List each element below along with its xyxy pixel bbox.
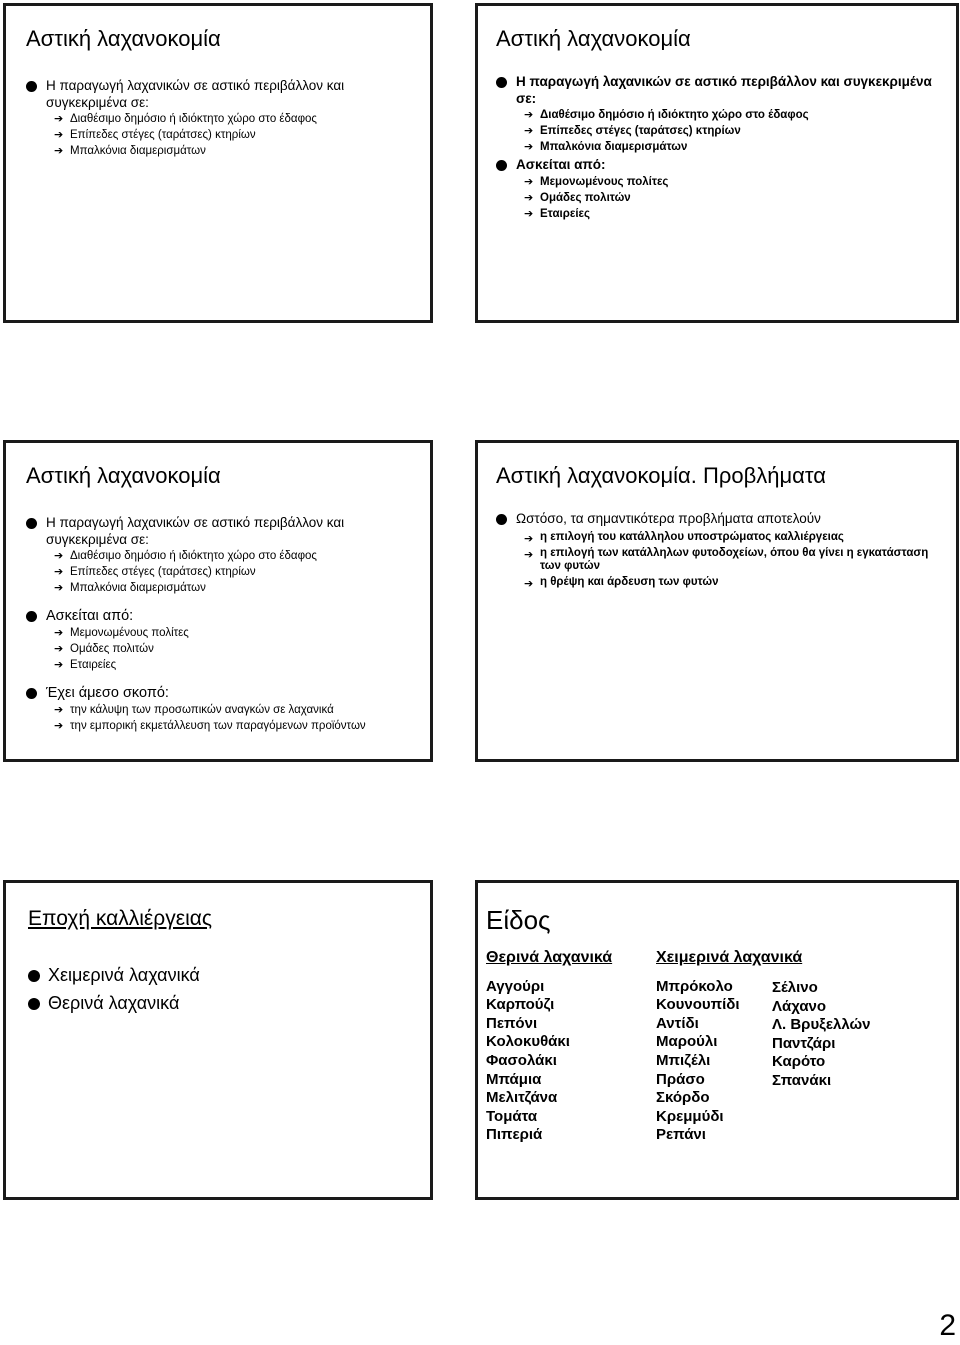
arrow-icon: ➔ <box>54 566 64 578</box>
arrow-icon: ➔ <box>54 113 64 125</box>
arrow-icon: ➔ <box>524 577 534 590</box>
bullet: Ασκείται από: <box>26 608 424 625</box>
slide-content <box>496 509 950 588</box>
slide-1 <box>3 3 433 323</box>
arrow-icon: ➔ <box>524 533 534 545</box>
arrow-icon: ➔ <box>524 175 534 188</box>
sub-bullet: ➔ Επίπεδες στέγες (ταράτσες) κτηρίων <box>54 129 256 141</box>
sub-bullet: ➔ Εταιρείες <box>54 659 117 671</box>
sub-bullet: ➔ η επιλογή του κατάλληλου υποστρώματος καλλιέργειας <box>524 531 844 545</box>
list-item: Τομάτα <box>486 1107 538 1125</box>
list-item: Μπρόκολο <box>656 977 733 995</box>
bullet: Χειμερινά λαχανικά <box>28 964 424 986</box>
arrow-icon: ➔ <box>524 207 534 220</box>
arrow-icon: ➔ <box>54 582 64 594</box>
winter-vegetables-column-2 <box>772 979 871 1091</box>
list-item: Κολοκυθάκι <box>486 1033 570 1051</box>
list-item: Κουνουπίδι <box>656 996 740 1014</box>
summer-vegetables-column <box>486 949 612 1145</box>
sub-bullet: ➔ Επίπεδες στέγες (ταράτσες) κτηρίων <box>524 125 741 137</box>
sub-bullet: ➔ την κάλυψη των προσωπικών αναγκών σε λαχανικά <box>54 704 334 716</box>
bullet: Η παραγωγή λαχανικών σε αστικό περιβάλλον και συγκεκριμένα σε: <box>496 74 950 107</box>
bullet-dot-icon <box>26 81 37 92</box>
sub-bullet: ➔ η επιλογή των κατάλληλων φυτοδοχείων, όπου θα γίνει η εγκατάσταση των φυτών <box>524 547 929 572</box>
list-item: Ρεπάνι <box>656 1126 706 1144</box>
slide-title: Αστική λαχανοκομία <box>26 463 221 488</box>
arrow-icon: ➔ <box>54 659 64 671</box>
list-item: Λάχανο <box>772 997 827 1015</box>
sub-bullet: ➔ Επίπεδες στέγες (ταράτσες) κτηρίων <box>54 566 256 578</box>
bullet-dot-icon <box>26 611 37 622</box>
sub-bullet: ➔ Μπαλκόνια διαμερισμάτων <box>54 582 206 594</box>
arrow-icon: ➔ <box>524 141 534 153</box>
bullet-dot-icon <box>28 998 40 1010</box>
list-item: Κρεμμύδι <box>656 1107 724 1125</box>
list-item: Μπιζέλι <box>656 1051 711 1069</box>
arrow-icon: ➔ <box>524 125 534 137</box>
slide-content <box>28 958 424 1014</box>
slide-3 <box>3 440 433 762</box>
bullet-dot-icon <box>496 77 507 88</box>
list-item: Μαρούλι <box>656 1033 718 1051</box>
arrow-icon: ➔ <box>54 643 64 655</box>
list-item: Καρπούζι <box>486 996 555 1014</box>
slide-title: Είδος <box>486 905 551 935</box>
sub-bullet: ➔ Διαθέσιμο δημόσιο ή ιδιόκτητο χώρο στο έδαφος <box>54 113 317 125</box>
bullet: Θερινά λαχανικά <box>28 992 424 1014</box>
slide-title: Εποχή καλλιέργειας <box>28 907 212 930</box>
page-number: 2 <box>939 1309 956 1342</box>
list-item: Αγγούρι <box>486 977 545 995</box>
slide-content <box>496 72 950 222</box>
arrow-icon: ➔ <box>54 550 64 562</box>
list-item: Μελιτζάνα <box>486 1089 558 1107</box>
sub-bullet: ➔ Μπαλκόνια διαμερισμάτων <box>524 141 688 153</box>
list-item: Πράσο <box>656 1070 705 1088</box>
arrow-icon: ➔ <box>524 549 534 561</box>
column-heading: Θερινά λαχανικά <box>486 949 613 966</box>
sub-bullet: ➔ Διαθέσιμο δημόσιο ή ιδιόκτητο χώρο στο έδαφος <box>54 550 317 562</box>
list-item: Πεπόνι <box>486 1014 538 1032</box>
bullet-dot-icon <box>496 160 507 171</box>
arrow-icon: ➔ <box>524 191 534 204</box>
bullet: Η παραγωγή λαχανικών σε αστικό περιβάλλον και συγκεκριμένα σε: <box>26 78 424 111</box>
bullet: Ωστόσο, τα σημαντικότερα προβλήματα αποτελούν <box>496 511 950 528</box>
list-item: Σέλινο <box>772 979 818 996</box>
bullet: Έχει άμεσο σκοπό: <box>26 685 424 702</box>
slide-content <box>26 513 424 734</box>
sub-bullet: ➔ Ομάδες πολιτών <box>524 191 631 204</box>
slide-title: Αστική λαχανοκομία <box>26 26 221 51</box>
arrow-icon: ➔ <box>54 704 64 716</box>
arrow-icon: ➔ <box>54 145 64 157</box>
list-item: Πιπεριά <box>486 1126 543 1144</box>
arrow-icon: ➔ <box>524 109 534 121</box>
slide-content <box>26 76 424 159</box>
arrow-icon: ➔ <box>54 720 64 732</box>
sub-bullet: ➔ την εμπορική εκμετάλλευση των παραγόμενων προϊόντων <box>54 720 366 732</box>
sub-bullet: ➔ Διαθέσιμο δημόσιο ή ιδιόκτητο χώρο στο έδαφος <box>524 109 809 121</box>
list-item: Σκόρδο <box>656 1089 710 1107</box>
list-item: Φασολάκι <box>486 1051 557 1069</box>
list-item: Αντίδι <box>656 1014 699 1032</box>
list-item: Σπανάκι <box>772 1071 832 1089</box>
sub-bullet: ➔ η θρέψη και άρδευση των φυτών <box>524 575 719 590</box>
list-item: Καρότο <box>772 1053 826 1071</box>
bullet-dot-icon <box>28 970 40 982</box>
sub-bullet: ➔ Μεμονωμένους πολίτες <box>54 627 189 639</box>
sub-bullet: ➔ Μπαλκόνια διαμερισμάτων <box>54 145 206 157</box>
list-item: Μπάμια <box>486 1070 542 1088</box>
list-item: Λ. Βρυξελλών <box>772 1016 871 1034</box>
slide-title: Αστική λαχανοκομία <box>496 26 691 51</box>
slide-2 <box>475 3 959 323</box>
bullet: Ασκείται από: <box>496 157 950 174</box>
bullet-dot-icon <box>496 514 507 525</box>
bullet-dot-icon <box>26 518 37 529</box>
slide-5 <box>3 880 433 1200</box>
slide-title: Αστική λαχανοκομία. Προβλήματα <box>496 463 826 488</box>
arrow-icon: ➔ <box>54 627 64 639</box>
bullet-dot-icon <box>26 688 37 699</box>
list-item: Παντζάρι <box>772 1034 836 1052</box>
slide-6 <box>475 880 959 1200</box>
sub-bullet: ➔ Μεμονωμένους πολίτες <box>524 175 669 188</box>
sub-bullet: ➔ Εταιρείες <box>524 207 590 220</box>
bullet: Η παραγωγή λαχανικών σε αστικό περιβάλλον και συγκεκριμένα σε: <box>26 515 424 548</box>
sub-bullet: ➔ Ομάδες πολιτών <box>54 643 154 655</box>
column-heading: Χειμερινά λαχανικά <box>656 949 803 966</box>
arrow-icon: ➔ <box>54 129 64 141</box>
slide-4 <box>475 440 959 762</box>
